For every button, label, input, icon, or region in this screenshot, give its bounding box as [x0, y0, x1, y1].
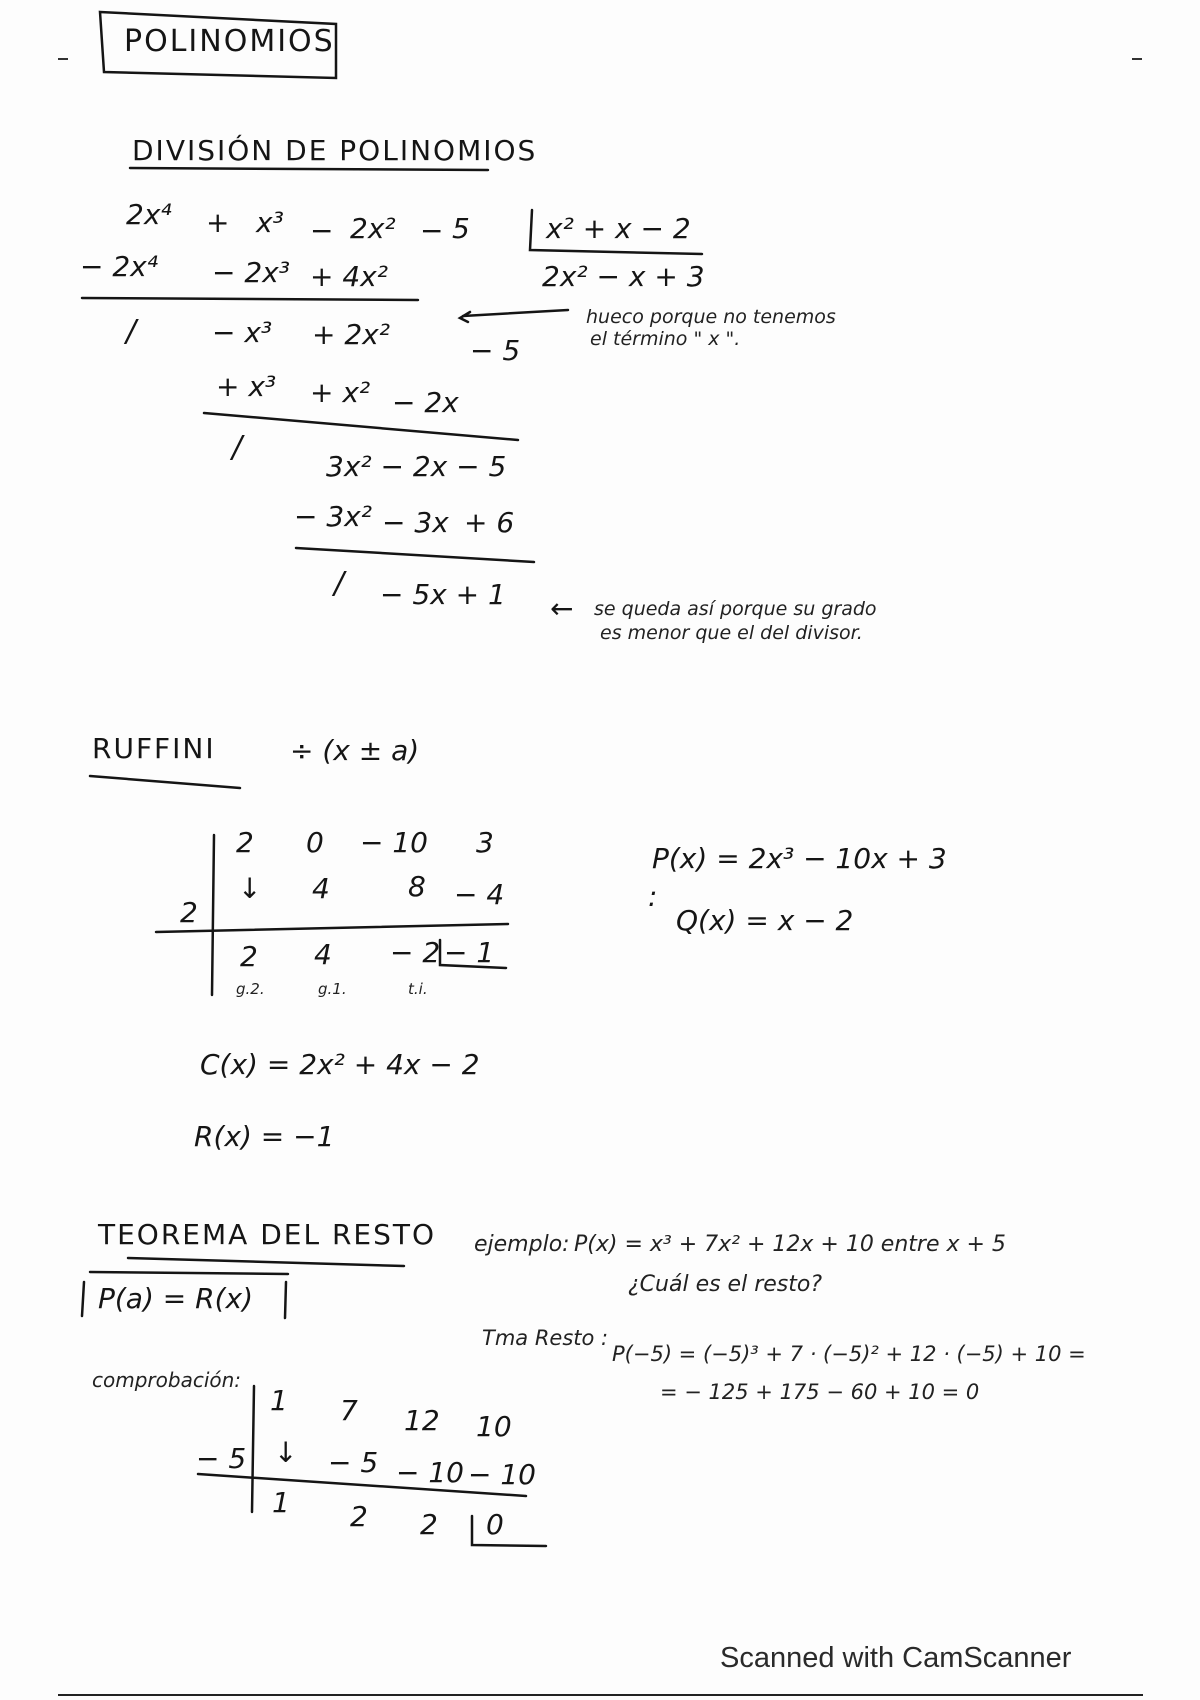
ruffini-heading: RUFFINI	[92, 732, 216, 765]
subtrahend-2-term: − 2x	[392, 386, 459, 419]
ruffini-mid: 8	[408, 870, 426, 903]
ruffini-result-label: g.1.	[318, 980, 347, 998]
example-text: P(x) = x³ + 7x² + 12x + 10 entre x + 5	[574, 1232, 1006, 1257]
ruffini-coef: 2	[236, 826, 254, 859]
ruffini-qx: Q(x) = x − 2	[676, 904, 854, 937]
hueco-arrow-line	[463, 310, 568, 316]
teorema-box-left	[82, 1282, 84, 1316]
teorema-heading-underline	[128, 1258, 404, 1266]
dividend-term: 5	[452, 212, 470, 245]
ruffini-heading-underline	[90, 776, 240, 788]
ruffini-result-label: t.i.	[408, 980, 428, 998]
ruffini-result-label: g.2.	[236, 980, 265, 998]
tma-line-2: = − 125 + 175 − 60 + 10 = 0	[660, 1380, 980, 1404]
subtrahend-1-term: − 2x⁴	[80, 250, 158, 283]
ruffini-mid: 4	[312, 872, 330, 905]
teorema-box-right	[285, 1282, 286, 1318]
remainder-1-term: + 2x²	[312, 318, 390, 351]
remainder-1-term: − x³	[212, 316, 273, 349]
final-note-line-1: se queda así porque su grado	[594, 598, 877, 620]
comprobacion-remainder-corner	[472, 1516, 546, 1546]
comprobacion-root: − 5	[196, 1442, 247, 1475]
comprobacion-vertical	[252, 1386, 254, 1512]
ruffini-vertical	[212, 835, 214, 995]
zero-slash-1: /	[126, 314, 137, 349]
camscanner-watermark: Scanned with CamScanner	[720, 1642, 1072, 1674]
ruffini-coef: 3	[476, 826, 494, 859]
comprobacion-coef: 12	[404, 1404, 440, 1437]
final-note-arrow: ←	[550, 592, 574, 625]
ruffini-coef: 0	[306, 826, 324, 859]
comprobacion-mid: ↓	[274, 1436, 298, 1469]
ruffini-mid: − 4	[454, 878, 505, 911]
dividend-op: −	[420, 214, 444, 247]
final-remainder: − 5x + 1	[380, 578, 506, 611]
tma-label: Tma Resto :	[482, 1326, 609, 1350]
hueco-note-line-2: el término " x ".	[590, 328, 741, 350]
comprobacion-coef: 7	[340, 1394, 358, 1427]
ruffini-horizontal	[156, 924, 508, 932]
comprobacion-result: 2	[420, 1508, 438, 1541]
zero-slash-3: /	[334, 566, 345, 601]
dividend-term: x³	[256, 206, 284, 239]
final-note-line-2: es menor que el del divisor.	[600, 622, 863, 644]
example-label: ejemplo:	[474, 1232, 570, 1257]
teorema-box-formula: P(a) = R(x)	[98, 1282, 254, 1315]
subtrahend-1-term: − 2x³	[212, 256, 290, 289]
ruffini-cx: C(x) = 2x² + 4x − 2	[200, 1048, 480, 1081]
ruffini-result: 4	[314, 938, 332, 971]
comprobacion-mid: − 10	[468, 1458, 536, 1491]
comprobacion-coef: 10	[476, 1410, 512, 1443]
divisor: x² + x − 2	[546, 212, 691, 245]
subtrahend-3-term: − 3x	[382, 506, 449, 539]
tma-line-1: P(−5) = (−5)³ + 7 · (−5)² + 12 · (−5) + 10 =	[612, 1342, 1086, 1366]
ruffini-result: − 2	[390, 936, 441, 969]
bottom-rule	[58, 1694, 1143, 1696]
comprobacion-remainder: 0	[486, 1508, 504, 1541]
quotient: 2x² − x + 3	[542, 260, 705, 293]
page-title: POLINOMIOS	[124, 24, 335, 59]
ruffini-remainder: − 1	[444, 936, 495, 969]
ruffini-formula: ÷ (x ± a)	[290, 734, 420, 767]
subtrahend-2-term: + x³	[216, 370, 277, 403]
zero-slash-2: /	[232, 430, 243, 465]
ruffini-rx: R(x) = −1	[194, 1120, 335, 1153]
subtrahend-1-term: + 4x²	[310, 260, 388, 293]
remainder-2: 3x² − 2x − 5	[326, 450, 507, 483]
subtraction-line-3	[296, 548, 534, 562]
dividend-op: +	[206, 206, 230, 239]
comprobacion-result: 2	[350, 1500, 368, 1533]
ruffini-colon: :	[648, 880, 658, 913]
remainder-1-minus5: − 5	[470, 334, 521, 367]
division-heading: DIVISIÓN DE POLINOMIOS	[132, 134, 538, 167]
division-heading-underline	[130, 168, 488, 170]
example-question: ¿Cuál es el resto?	[628, 1272, 823, 1297]
ruffini-root: 2	[180, 896, 198, 929]
dividend-op: −	[310, 214, 334, 247]
teorema-box-top	[90, 1272, 288, 1274]
hueco-note-line-1: hueco porque no tenemos	[586, 306, 836, 328]
comprobacion-mid: − 5	[328, 1446, 379, 1479]
ruffini-mid: ↓	[238, 872, 262, 905]
subtrahend-3-term: + 6	[464, 506, 515, 539]
subtraction-line-1	[82, 298, 418, 300]
subtraction-line-2	[204, 413, 518, 440]
comprobacion-result: 1	[272, 1486, 290, 1519]
ruffini-result: 2	[240, 940, 258, 973]
comprobacion-mid: − 10	[396, 1456, 464, 1489]
ruffini-coef: − 10	[360, 826, 428, 859]
dividend-term: 2x²	[350, 212, 396, 245]
teorema-heading: TEOREMA DEL RESTO	[98, 1218, 437, 1251]
comprobacion-label: comprobación:	[92, 1368, 242, 1392]
subtrahend-2-term: + x²	[310, 376, 371, 409]
ruffini-px: P(x) = 2x³ − 10x + 3	[652, 842, 947, 875]
dividend-term: 2x⁴	[126, 198, 172, 231]
subtrahend-3-term: − 3x²	[294, 500, 372, 533]
comprobacion-coef: 1	[270, 1384, 288, 1417]
